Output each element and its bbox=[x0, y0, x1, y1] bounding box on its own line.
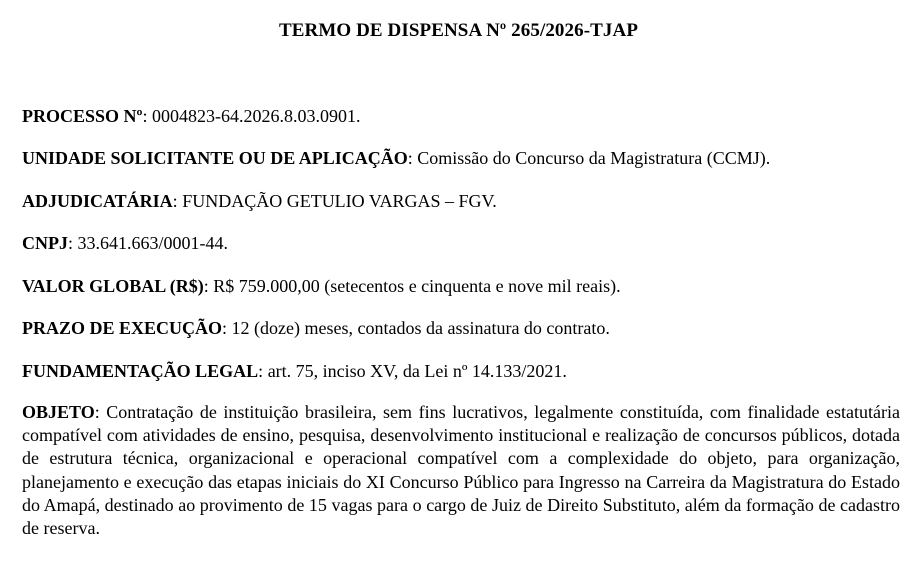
field-value: 12 (doze) meses, contados da assinatura do contrato. bbox=[231, 318, 610, 338]
field-value: 0004823-64.2026.8.03.0901. bbox=[151, 106, 361, 126]
field-fundamentacao-legal bbox=[22, 359, 902, 383]
field-separator: : bbox=[222, 318, 232, 338]
field-value: FUNDAÇÃO GETULIO VARGAS – FGV. bbox=[182, 191, 497, 211]
field-label: CNPJ bbox=[22, 233, 68, 253]
field-separator: : bbox=[203, 276, 214, 296]
field-value: R$ 759.000,00 (setecentos e cinquenta e nove mil reais). bbox=[213, 276, 621, 296]
field-separator: : bbox=[94, 402, 107, 422]
field-separator: : bbox=[407, 148, 418, 168]
document-title: TERMO DE DISPENSA Nº 265/2026-TJAP bbox=[278, 20, 639, 41]
field-label: UNIDADE SOLICITANTE OU DE APLICAÇÃO bbox=[22, 148, 408, 168]
field-label: OBJETO bbox=[22, 402, 95, 422]
field-unidade-solicitante bbox=[22, 146, 902, 170]
field-valor-global bbox=[22, 274, 902, 298]
field-value: Contratação de instituição brasileira, sem fins lucrativos, legalmente constituída, com finalidade estatutária compatível com atividades de ensino, pesquisa, desenvolvimento institucional e realização de concursos públicos, dotada de estrutura técnica, organizacional e operacional compatível com a complexidade do objeto, para organização, planejamento e execução das etapas iniciais do XI Concurso Público para Ingresso na Carreira da Magistratura do Estado do Amapá, destinado ao provimento de 15 vagas para o cargo de Juiz de Direito Substituto, além da formação de cadastro de reserva. bbox=[22, 402, 900, 539]
field-adjudicataria bbox=[22, 189, 902, 213]
field-label: PROCESSO Nº bbox=[22, 106, 143, 126]
field-separator: : bbox=[68, 233, 78, 253]
field-value: Comissão do Concurso da Magistratura (CCMJ). bbox=[417, 148, 771, 168]
field-processo bbox=[22, 104, 902, 128]
field-label: ADJUDICATÁRIA bbox=[22, 191, 173, 211]
field-label: PRAZO DE EXECUÇÃO bbox=[22, 318, 223, 338]
field-label: VALOR GLOBAL (R$) bbox=[22, 276, 204, 296]
field-value: 33.641.663/0001-44. bbox=[77, 233, 229, 253]
field-objeto bbox=[22, 401, 900, 540]
field-prazo-execucao bbox=[22, 316, 902, 340]
field-separator: : bbox=[142, 106, 152, 126]
field-label: FUNDAMENTAÇÃO LEGAL bbox=[22, 361, 259, 381]
field-separator: : bbox=[258, 361, 268, 381]
field-cnpj bbox=[22, 231, 902, 255]
field-separator: : bbox=[172, 191, 183, 211]
field-value: art. 75, inciso XV, da Lei nº 14.133/2021. bbox=[267, 361, 567, 381]
